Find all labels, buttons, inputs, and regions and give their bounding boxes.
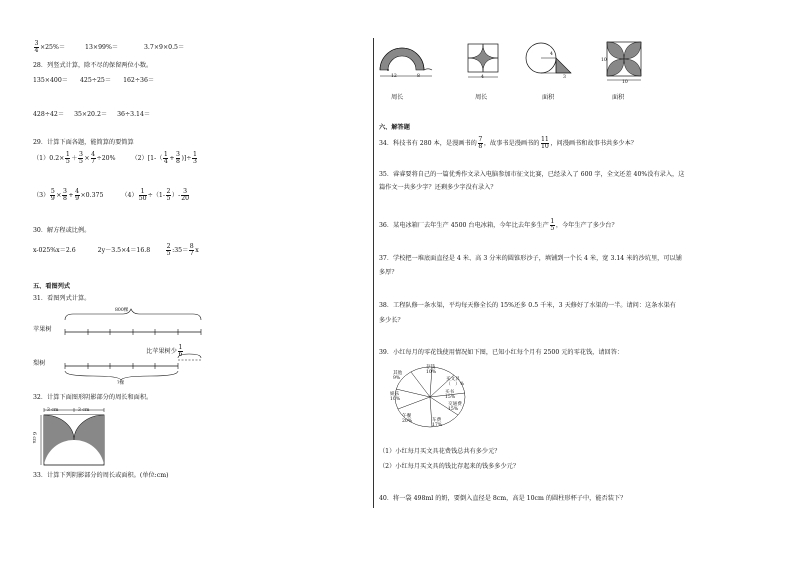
fig1-dim-a: 12 <box>391 74 397 79</box>
section-6-heading: 六、解答题 <box>379 124 410 131</box>
q35-line-2: 篇作文一共多少字？还剩多少字没有录入？ <box>379 184 497 191</box>
q31-pear-label: 梨树 <box>33 360 46 367</box>
q33-title: 33．计算下列阴影部分的周长或面积。(单位:cm) <box>33 472 169 479</box>
q40: 40．将一袋 498ml 的奶，要倒入直径是 8cm，高是 10cm 的圆柱形杯子中，能否装下？ <box>379 495 627 502</box>
pie-label-transport: 交通费 15% <box>448 402 462 413</box>
q31-title: 31．看图列式计算。 <box>33 295 91 302</box>
q29-expr-2: （3） $\frac{5}{9}$ × $\frac{3}{8}$ + $\frac{4}{9}$ ×0.375 （4） $\frac{1}{50}$ ÷（1- $\frac{2}{5}$ ）- $\frac{3}{20}$ <box>33 188 190 203</box>
q36: 36．某电冰箱厂去年生产 4500 台电冰箱，今年比去年多生产 $\frac{1}{5}$ ，今年生产了多少台？ <box>379 218 618 233</box>
pie-label-savings: 存钱 10% <box>426 365 437 376</box>
fraction: $\frac{3}{4}$ <box>34 40 39 55</box>
pie-label-fare: 车费 17% <box>432 418 443 429</box>
q29-title: 29．计算下面各题，能简算的要简算 <box>33 139 134 146</box>
fig3-dim-a: 4 <box>550 52 553 57</box>
pie-label-books: 买书 15% <box>445 390 456 401</box>
q32-side-label: 6 cm <box>31 432 36 444</box>
pie-label-stationery: 买文具 （ ）% <box>446 377 465 388</box>
pie-label-lunch: 午餐 20% <box>402 414 413 425</box>
fig4-label: 面积 <box>612 94 625 101</box>
q31-less-label: 比苹果树少 $\frac{1}{6}$ <box>146 344 183 359</box>
fig4-dim-b: 10 <box>622 80 628 85</box>
pie-label-fun: 娱乐 10% <box>390 392 401 403</box>
q39-sub-2: （2）小红每月买文具的钱比存起来的钱多多少元？ <box>379 463 520 470</box>
fig4-dim-a: 10 <box>601 58 607 63</box>
q28-row2: 428÷42＝ 35×20.2＝ 36÷3.14＝ <box>33 111 151 118</box>
q32-top-label-1: 3 cm <box>47 408 59 413</box>
fig3-label: 面积 <box>542 94 555 101</box>
q28-row1: 135×400＝ 425÷25＝ 162÷36＝ <box>33 77 155 84</box>
q28-title: 28．列竖式计算，除不尽的保留两位小数。 <box>33 62 153 69</box>
q38-line-2: 多少长？ <box>379 317 404 324</box>
pie-label-other: 其他 9% <box>393 371 403 382</box>
q35-line-1: 35．睿睿要将自己的一篇优秀作文录入电脑参加市征文比赛，已经录入了 600 字，全文还差 40%没有录入，这 <box>379 171 685 178</box>
fig3-dim-b: 3 <box>563 75 566 80</box>
q32-figure <box>40 408 110 466</box>
fig2-dim-a: 4 <box>481 75 484 80</box>
column-divider <box>373 38 374 508</box>
q31-unknown-label: ?棵 <box>117 381 125 386</box>
q32-title: 32．计算下面图形阴影部分的周长和面积。 <box>33 394 153 401</box>
q38-line-1: 38．工程队修一条水渠，平均每天修全长的 15%还多 0.5 千米，3 天修好了水渠的一半。请问：这条水渠有 <box>379 302 676 309</box>
fig1-label: 周长 <box>391 94 404 101</box>
calc-row-0: $\frac{3}{4}$ ×25%＝ 13×99%＝ 3.7×9×0.5＝ <box>34 40 185 55</box>
q39-sub-1: （1）小红每月买文具花费钱总共有多少元？ <box>379 448 501 455</box>
q31-apple-label: 苹果树 <box>33 326 52 333</box>
q30-title: 30．解方程或比例。 <box>33 227 91 234</box>
section-5-heading: 五、看图列式 <box>33 283 71 290</box>
q33-figures <box>378 40 638 88</box>
fig1-dim-b: 8 <box>417 74 420 79</box>
q34: 34．科技书有 280 本，是漫画书的 $\frac{7}{8}$ ，故事书是漫画书的 $\frac{11}{10}$ ，问漫画书和故事书共多少本？ <box>379 136 637 151</box>
fig2-label: 周长 <box>475 94 488 101</box>
q30-equations: x-025%x＝2.6 2y－3.5×4＝16.8 $\frac{2}{5}$ :35＝ $\frac{8}{7}$ x <box>33 243 199 258</box>
q32-top-label-2: 3 cm <box>78 408 90 413</box>
q37-line-1: 37．学校把一堆底面直径是 4 米、高 3 分米的圆锥形沙子，填铺到一个长 4 米，宽 3.14 米的沙坑里，可以铺 <box>379 255 682 262</box>
q31-total-label: 800棵 <box>115 308 129 313</box>
q29-expr-1: （1）0.2× $\frac{1}{5}$ ＋ $\frac{3}{5}$ × $\frac{4}{7}$ ÷20% （2）[1-（ $\frac{1}{4}$ + $\frac{3}{8}$ )]÷ $\frac{1}{3}$ <box>33 151 197 166</box>
q39-title: 39．小红每月的零花钱使用情况如下图，已知小红每个月有 2500 元的零花钱，请回答： <box>379 349 624 356</box>
q37-line-2: 多厚？ <box>379 269 398 276</box>
